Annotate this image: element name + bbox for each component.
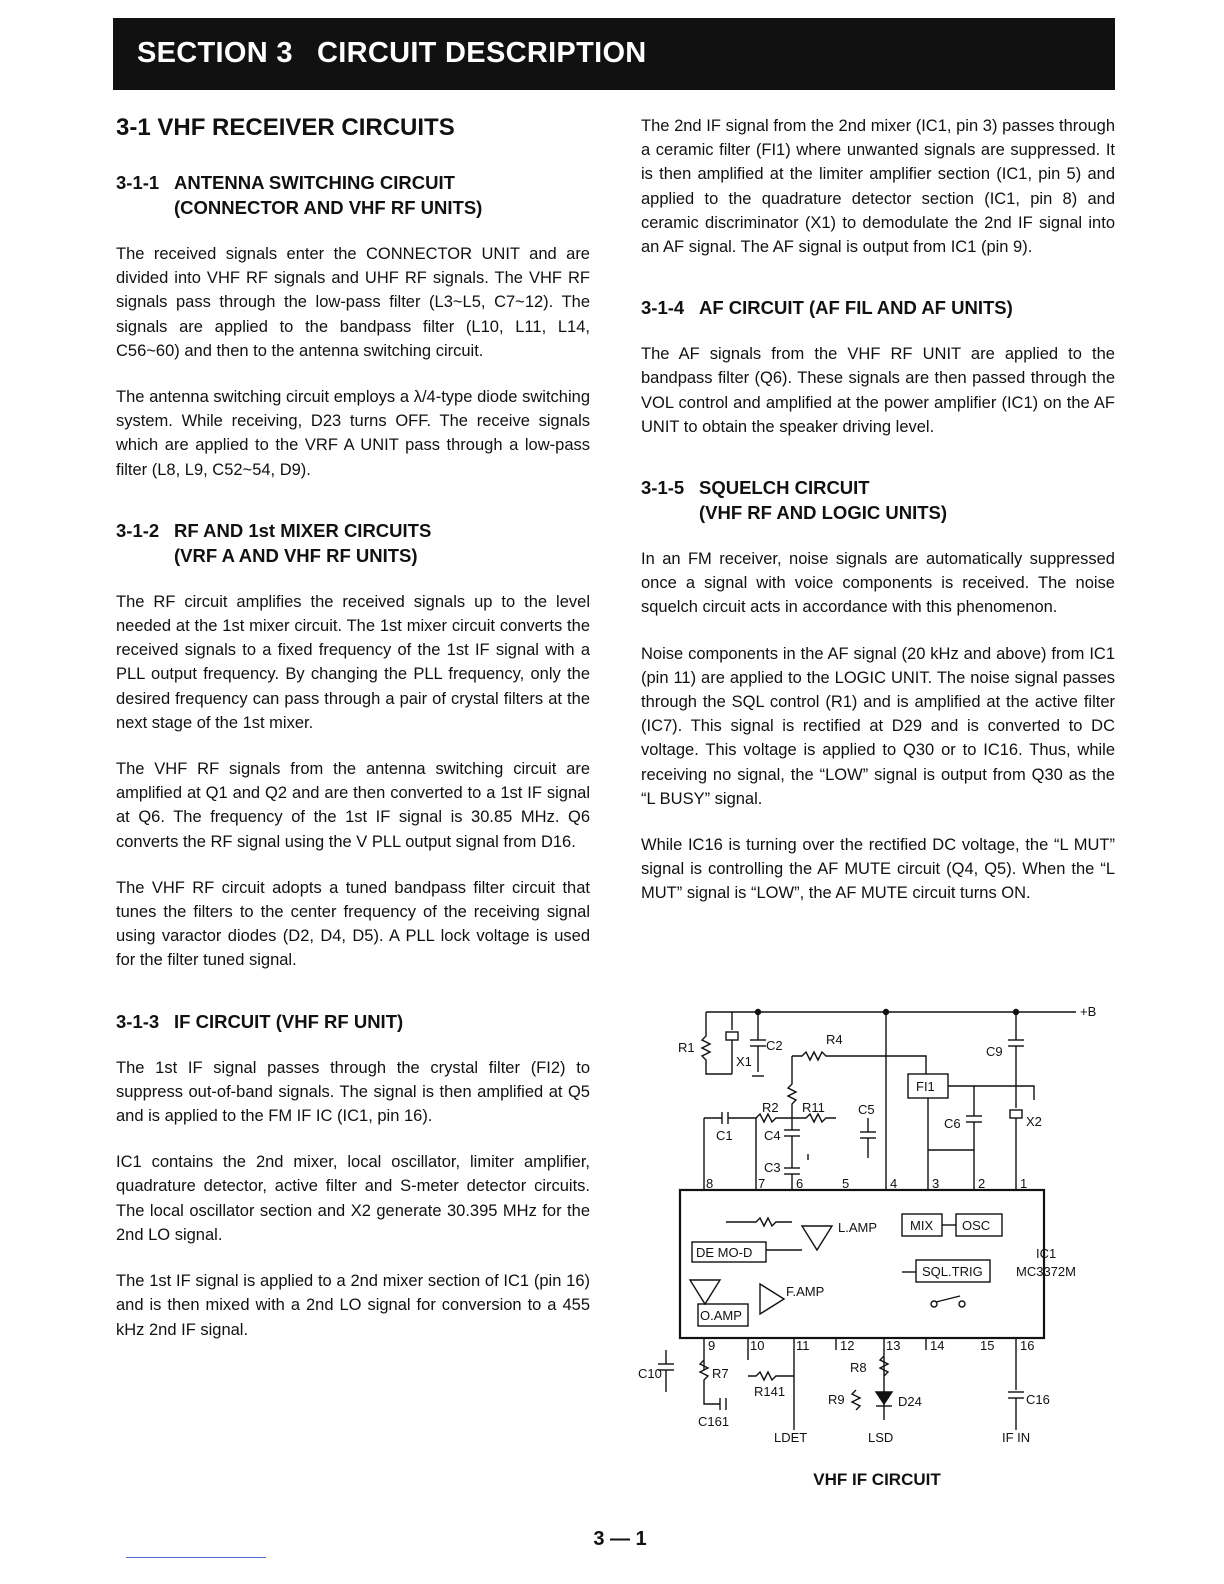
label-c1: C1 <box>716 1128 733 1143</box>
label-c5: C5 <box>858 1102 875 1117</box>
label-r2: R2 <box>762 1100 779 1115</box>
subsection-heading-3-1-5 <box>641 475 1115 525</box>
subsection-heading-3-1-2 <box>116 518 590 568</box>
pin-10: 10 <box>750 1338 765 1353</box>
label-mix: MIX <box>910 1218 934 1233</box>
label-r11: R11 <box>802 1100 825 1115</box>
pin-1: 1 <box>1020 1176 1028 1191</box>
section-title: CIRCUIT DESCRIPTION <box>317 37 647 69</box>
label-ifin: IF IN <box>1002 1430 1031 1445</box>
subsection-title-cont: (VRF A AND VHF RF UNITS) <box>174 544 418 566</box>
subsection-number: 3-1-5 <box>641 477 685 499</box>
subsection-number: 3-1-4 <box>641 297 685 319</box>
label-x1: X1 <box>736 1054 752 1069</box>
pin-11: 11 <box>796 1338 810 1353</box>
label-ldet: LDET <box>774 1430 808 1445</box>
pin-2: 2 <box>978 1176 986 1191</box>
label-c4: C4 <box>764 1128 781 1143</box>
page-heading: 3-1 VHF RECEIVER CIRCUITS <box>116 114 455 141</box>
paragraph: Noise components in the AF signal (20 kHz and above) from IC1 (pin 11) are applied to the LOGIC UNIT. The noise signal passes through the SQL control (R1) and is amplified at the active filter (IC7). This signal is rectified at D29 and is converted to DC voltage. This voltage is applied to Q30 or to IC16. Thus, while receiving no signal, the “LOW” signal is output from Q30 as the “L BUSY” signal. <box>641 644 1115 808</box>
label-r8: R8 <box>850 1360 867 1375</box>
pin-14: 14 <box>930 1338 945 1353</box>
paragraph: The VHF RF circuit adopts a tuned bandpass filter circuit that tunes the filters to the center frequency of the receiving signal using varactor diodes (D2, D4, D5). A PLL lock voltage is used for the filter tuned signal. <box>116 878 590 970</box>
label-c16: C16 <box>1026 1392 1050 1407</box>
label-c161: C161 <box>698 1414 730 1429</box>
label-r9: R9 <box>828 1392 845 1407</box>
label-c9: C9 <box>986 1044 1003 1059</box>
figure-caption: VHF IF CIRCUIT <box>813 1470 941 1489</box>
pin-4: 4 <box>890 1176 898 1191</box>
label-r141: R141 <box>754 1384 786 1399</box>
pin-16: 16 <box>1020 1338 1035 1353</box>
section-number: SECTION 3 <box>137 37 293 69</box>
label-lamp: L.AMP <box>838 1220 878 1235</box>
label-r4: R4 <box>826 1032 843 1047</box>
paragraph: The 1st IF signal is applied to a 2nd mixer section of IC1 (pin 16) and is then mixed with a 2nd LO signal for conversion to a 455 kHz 2nd IF signal. <box>116 1272 590 1339</box>
label-oamp: O.AMP <box>700 1308 742 1323</box>
section-banner <box>113 18 1115 90</box>
label-sqltrig: SQL.TRIG <box>922 1264 983 1279</box>
label-r1: R1 <box>678 1040 695 1055</box>
subsection-number: 3-1-3 <box>116 1010 160 1032</box>
label-demod: DE MO-D <box>696 1245 753 1260</box>
left-column <box>116 114 590 1364</box>
right-column <box>641 114 1115 928</box>
subsection-title: ANTENNA SWITCHING CIRCUIT <box>174 172 455 193</box>
paragraph: The VHF RF signals from the antenna switching circuit are amplified at Q1 and Q2 and are then converted to a 1st IF signal at Q6. The frequency of the 1st IF signal is 30.85 MHz. Q6 converts the RF signal using the V PLL output signal from D16. <box>116 760 590 851</box>
paragraph: The received signals enter the CONNECTOR UNIT and are divided into VHF RF signals and UHF RF signals. The VHF RF signals pass through the low-pass filter (L3~L5, C7~12). The signals are applied to the bandpass filter (L10, L11, L14, C56~60) and then to the antenna switching circuit. <box>116 245 590 360</box>
label-ic1-part: MC3372M <box>1016 1264 1076 1279</box>
pin-5: 5 <box>842 1176 850 1191</box>
label-fi1: FI1 <box>916 1079 935 1094</box>
label-d24: D24 <box>898 1394 922 1409</box>
paragraph: The AF signals from the VHF RF UNIT are applied to the bandpass filter (Q6). These signals are then passed through the VOL control and amplified at the power amplifier (IC1) on the AF UNIT to obtain the speaker driving level. <box>641 345 1115 436</box>
subsection-title-cont: (CONNECTOR AND VHF RF UNITS) <box>174 197 483 218</box>
pin-7: 7 <box>758 1176 766 1191</box>
subsection-title: AF CIRCUIT (AF FIL AND AF UNITS) <box>699 297 1013 319</box>
subsection-title: IF CIRCUIT (VHF RF UNIT) <box>174 1010 404 1032</box>
footer-rule <box>126 1557 266 1558</box>
paragraph: The 2nd IF signal from the 2nd mixer (IC1, pin 3) passes through a ceramic filter (FI1) where unwanted signals are suppressed. It is then amplified at the limiter amplifier section (IC1, pin 5) and applied to the quadrature detector section (IC1, pin 8) and ceramic discriminator (X1) to demodulate the 2nd IF signal into an AF signal. The AF signal is output from IC1 (pin 9). <box>641 117 1115 257</box>
subsection-title: SQUELCH CIRCUIT <box>699 477 870 499</box>
label-c6: C6 <box>944 1116 961 1131</box>
label-c2: C2 <box>766 1038 783 1053</box>
paragraph: IC1 contains the 2nd mixer, local oscillator, limiter amplifier, quadrature detector, active filter and S-meter detector circuits. The local oscillator section and X2 generate 30.395 MHz for the 2nd LO signal. <box>116 1153 590 1244</box>
paragraph: While IC16 is turning over the rectified DC voltage, the “L MUT” signal is controlling the AF MUTE circuit (Q4, Q5). When the “L MUT” signal is “LOW”, the AF MUTE circuit turns ON. <box>641 836 1115 903</box>
page-number: 3 — 1 <box>593 1528 647 1550</box>
label-ic1: IC1 <box>1036 1246 1057 1261</box>
subsection-heading-3-1-4 <box>641 295 1115 320</box>
subsection-title: RF AND 1st MIXER CIRCUITS <box>174 519 432 541</box>
subsection-heading-3-1-3 <box>116 1009 590 1034</box>
label-r7: R7 <box>712 1366 729 1381</box>
pin-9: 9 <box>708 1338 716 1353</box>
pin-3: 3 <box>932 1176 940 1191</box>
paragraph: The RF circuit amplifies the received signals up to the level needed at the 1st mixer circuit. The 1st mixer circuit converts the received signals to a fixed frequency of the 1st IF signal with a PLL output frequency. By changing the PLL frequency, only the desired frequency can pass through a pair of crystal filters at the next stage of the 1st mixer. <box>116 592 590 732</box>
supply-label: +B <box>1080 1004 1097 1019</box>
label-famp: F.AMP <box>786 1284 825 1299</box>
pin-12: 12 <box>840 1338 855 1353</box>
subsection-title-cont: (VHF RF AND LOGIC UNITS) <box>699 502 948 524</box>
label-osc: OSC <box>962 1218 991 1233</box>
subsection-number: 3-1-1 <box>116 172 160 193</box>
vhf-if-circuit-schematic <box>636 1000 1120 1450</box>
label-c10: C10 <box>638 1366 662 1381</box>
paragraph: In an FM receiver, noise signals are automatically suppressed once a signal with voice components is received. The noise squelch circuit acts in accordance with this phenomenon. <box>641 550 1115 617</box>
label-c3: C3 <box>764 1160 781 1175</box>
pin-15: 15 <box>980 1338 995 1353</box>
pin-6: 6 <box>796 1176 804 1191</box>
label-x2: X2 <box>1026 1114 1042 1129</box>
pin-8: 8 <box>706 1176 714 1191</box>
subsection-number: 3-1-2 <box>116 519 160 541</box>
paragraph: The 1st IF signal passes through the crystal filter (FI2) to suppress out-of-band signals. The signal is then amplified at Q5 and is applied to the FM IF IC (IC1, pin 16). <box>116 1058 590 1126</box>
pin-13: 13 <box>886 1338 901 1353</box>
paragraph: The antenna switching circuit employs a λ/4-type diode switching system. While receiving, D23 turns OFF. The receive signals which are applied to the VRF A UNIT pass through a low-pass filter (L8, L9, C52~54, D9). <box>116 388 590 479</box>
subsection-heading-3-1-1 <box>116 170 590 220</box>
label-lsd: LSD <box>868 1430 894 1445</box>
